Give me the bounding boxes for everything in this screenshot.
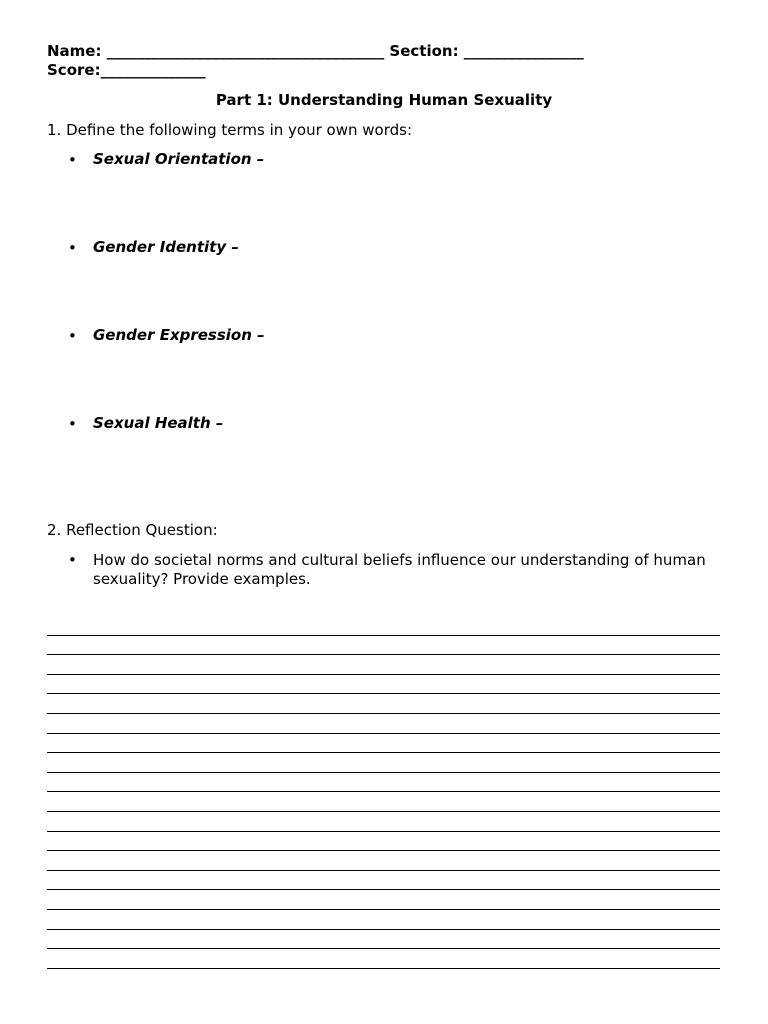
- answer-line[interactable]: [47, 616, 720, 636]
- answer-line[interactable]: [47, 655, 720, 675]
- answer-line[interactable]: [47, 832, 720, 852]
- answer-line[interactable]: [47, 812, 720, 832]
- bullet-icon: •: [68, 151, 77, 169]
- term-sexual-health: Sexual Health –: [93, 414, 224, 432]
- reflection-heading: 2. Reflection Question:: [47, 521, 218, 539]
- answer-line[interactable]: [47, 675, 720, 695]
- answer-line[interactable]: [47, 714, 720, 734]
- answer-line[interactable]: [47, 851, 720, 871]
- answer-line[interactable]: [47, 636, 720, 656]
- answer-line[interactable]: [47, 890, 720, 910]
- term-sexual-orientation: Sexual Orientation –: [93, 150, 265, 168]
- bullet-icon: •: [68, 239, 77, 257]
- answer-line[interactable]: [47, 694, 720, 714]
- term-gender-expression: Gender Expression –: [93, 326, 265, 344]
- answer-line[interactable]: [47, 930, 720, 950]
- answer-line[interactable]: [47, 949, 720, 969]
- answer-line[interactable]: [47, 792, 720, 812]
- part1-title: Part 1: Understanding Human Sexuality: [215, 91, 553, 109]
- answer-line[interactable]: [47, 773, 720, 793]
- answer-line[interactable]: [47, 910, 720, 930]
- answer-line[interactable]: [47, 871, 720, 891]
- name-section-field[interactable]: Name: _____________________________________ Section: ________________: [47, 42, 584, 60]
- bullet-icon: •: [68, 551, 77, 569]
- bullet-icon: •: [68, 415, 77, 433]
- score-field[interactable]: Score:______________: [47, 61, 206, 79]
- answer-line[interactable]: [47, 753, 720, 773]
- reflection-question: How do societal norms and cultural beliefs influence our understanding of human sexuality? Provide examples.: [93, 551, 706, 588]
- term-gender-identity: Gender Identity –: [93, 238, 239, 256]
- bullet-icon: •: [68, 327, 77, 345]
- part1-instruction: 1. Define the following terms in your own words:: [47, 121, 413, 139]
- answer-lines-area[interactable]: [47, 616, 720, 969]
- answer-line[interactable]: [47, 734, 720, 754]
